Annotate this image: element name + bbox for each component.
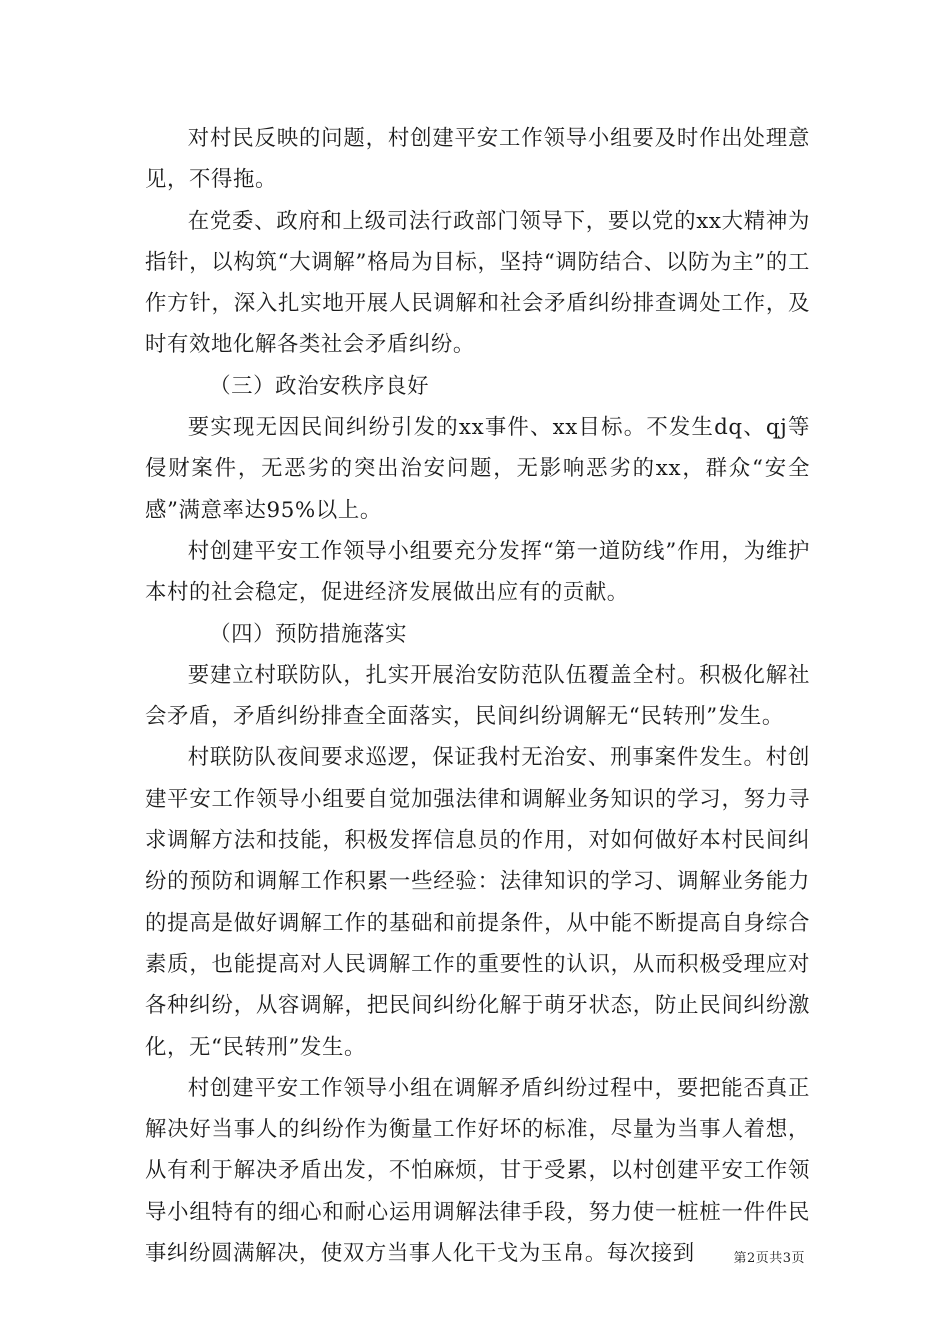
- document-body: [145, 118, 810, 1274]
- paragraph: 对村民反映的问题，村创建平安工作领导小组要及时作出处理意见，不得拖。: [145, 126, 810, 193]
- paragraph: 在党委、政府和上级司法行政部门领导下，要以党的xx大精神为指针，以构筑“大调解”格局为目标，坚持“调防结合、以防为主”的工作方针，深入扎实地开展人民调解和社会矛盾纠纷排查调处工作，及时有效地化解各类社会矛盾纠纷。: [145, 208, 810, 358]
- page-number: 第2页共3页: [733, 1251, 805, 1266]
- section-heading: （四）预防措施落实: [209, 621, 408, 647]
- paragraph: 村创建平安工作领导小组在调解矛盾纠纷过程中，要把能否真正解决好当事人的纠纷作为衡量工作好坏的标准，尽量为当事人着想，从有利于解决矛盾出发，不怕麻烦，甘于受累，以村创建平安工作领导小组特有的细心和耐心运用调解法律手段，努力使一桩桩一件件民事纠纷圆满解决，使双方当事人化干戈为玉帛。每次接到: [145, 1075, 810, 1267]
- paragraph: 要实现无因民间纠纷引发的xx事件、xx目标。不发生dq、qj等侵财案件，无恶劣的突出治安问题，无影响恶劣的xx，群众“安全感”满意率达95%以上。: [145, 415, 810, 523]
- paragraph: 村联防队夜间要求巡逻，保证我村无治安、刑事案件发生。村创建平安工作领导小组要自觉加强法律和调解业务知识的学习，努力寻求调解方法和技能，积极发挥信息员的作用，对如何做好本村民间纠纷的预防和调解工作积累一些经验：法律知识的学习、调解业务能力的提高是做好调解工作的基础和前提条件，从中能不断提高自身综合素质，也能提高对人民调解工作的重要性的认识，从而积极受理应对各种纠纷，从容调解，把民间纠纷化解于萌牙状态，防止民间纠纷激化，无“民转刑”发生。: [145, 745, 810, 1060]
- section-heading: （三）政治安秩序良好: [209, 373, 430, 399]
- paragraph: 村创建平安工作领导小组要充分发挥“第一道防线”作用，为维护本村的社会稳定，促进经济发展做出应有的贡献。: [145, 538, 810, 606]
- paragraph: 要建立村联防队，扎实开展治安防范队伍覆盖全村。积极化解社会矛盾，矛盾纠纷排查全面落实，民间纠纷调解无“民转刑”发生。: [145, 662, 810, 730]
